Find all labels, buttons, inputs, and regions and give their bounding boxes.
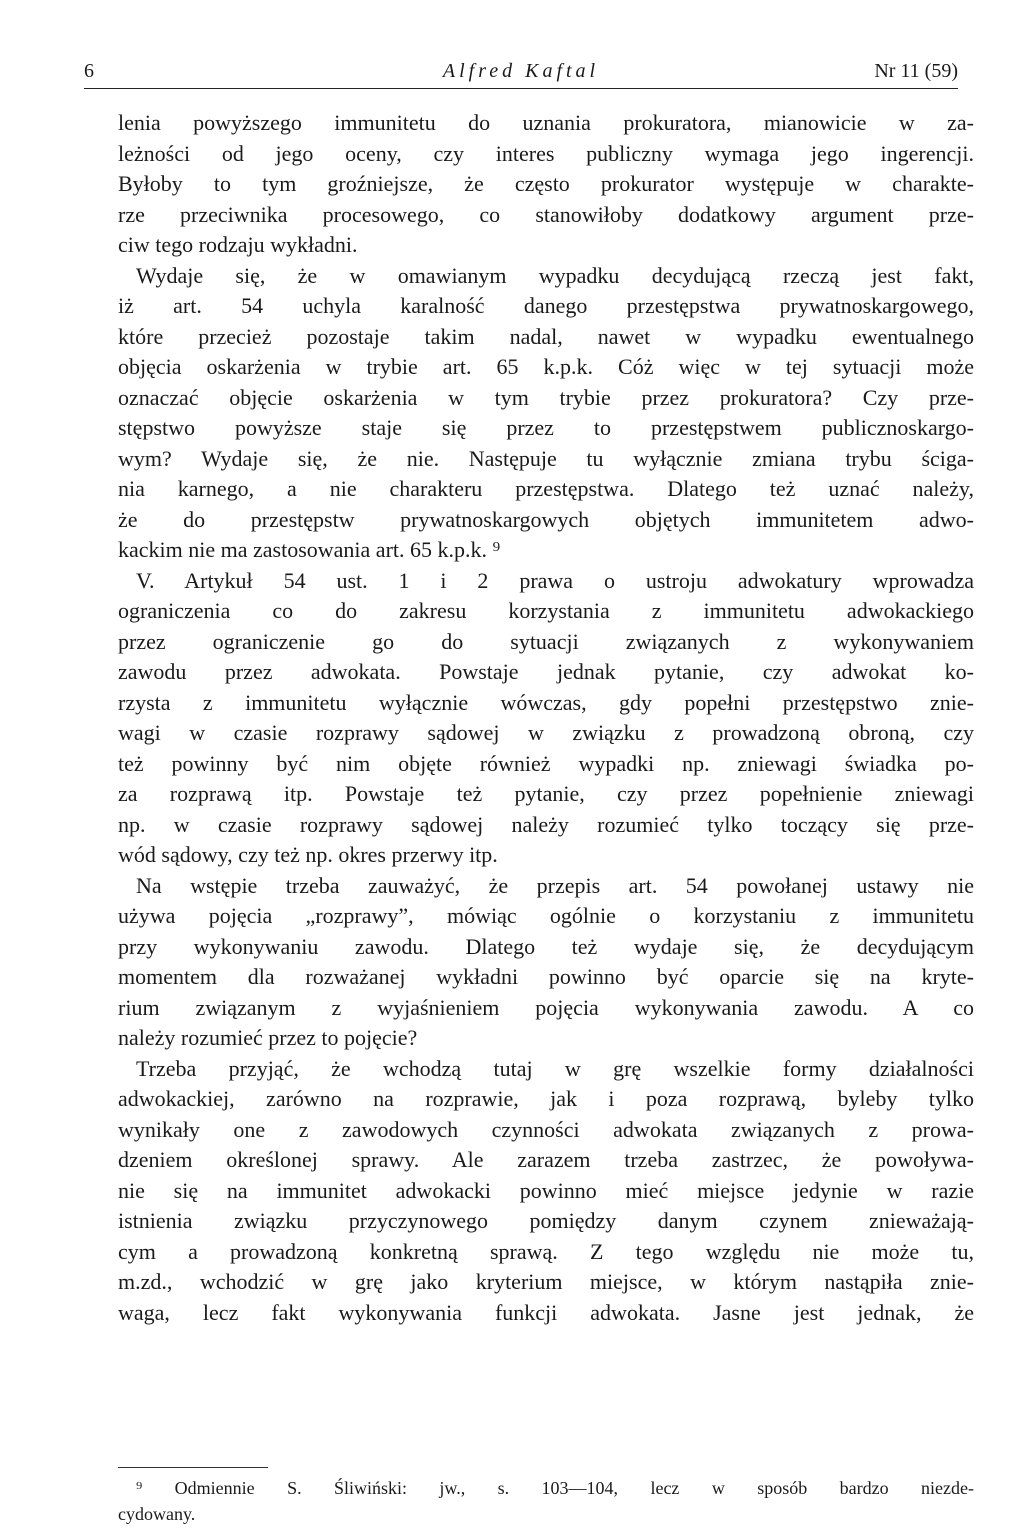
text-line: objęcia oskarżenia w trybie art. 65 k.p.k. Cóż więc w tej sytuacji może [118, 354, 974, 379]
text-line: leżności od jego oceny, czy interes publiczny wymaga jego ingerencji. [118, 140, 974, 166]
text-line: waga, lecz fakt wykonywania funkcji adwokata. Jasne jest jednak, że [118, 1299, 974, 1325]
text-line: nia karnego, a nie charakteru przestępstwa. Dlatego też uznać należy, [118, 476, 974, 501]
text-line: rzysta z immunitetu wyłącznie wówczas, gdy popełni przestępstwo znie- [118, 689, 974, 715]
text-line: rium związanym z wyjaśnieniem pojęcia wykonywania zawodu. A co [118, 994, 974, 1020]
footnote-line: cydowany. [118, 1504, 196, 1524]
page-number: 6 [84, 60, 94, 82]
text-line: adwokackiej, zarówno na rozprawie, jak i poza rozprawą, byleby tylko [118, 1086, 974, 1111]
text-line: które przecież pozostaje takim nadal, nawet w wypadku ewentualnego [118, 323, 974, 349]
text-line: oznaczać objęcie oskarżenia w tym trybie przez prokuratora? Czy prze- [118, 384, 974, 410]
issue-number: Nr 11 (59) [874, 60, 958, 82]
text-line: lenia powyższego immunitetu do uznania prokuratora, mianowicie w za- [118, 110, 974, 135]
text-line: wód sądowy, czy też np. okres przerwy itp. [118, 842, 498, 867]
text-line: też powinny być nim objęte również wypadki np. zniewagi świadka po- [118, 750, 974, 776]
text-line: ciw tego rodzaju wykładni. [118, 232, 358, 257]
text-line: że do przestępstw prywatnoskargowych objętych immunitetem adwo- [118, 506, 974, 532]
footnote-divider [118, 1467, 268, 1468]
text-line: wagi w czasie rozprawy sądowej w związku z prowadzoną obroną, czy [118, 720, 974, 745]
text-line: zawodu przez adwokata. Powstaje jednak pytanie, czy adwokat ko- [118, 659, 974, 684]
text-line: Wydaje się, że w omawianym wypadku decydującą rzeczą jest fakt, [136, 262, 974, 288]
text-line: używa pojęcia „rozprawy”, mówiąc ogólnie o korzystaniu z immunitetu [118, 903, 974, 928]
text-line: kackim nie ma zastosowania art. 65 k.p.k. ⁹ [118, 537, 501, 562]
text-line: Na wstępie trzeba zauważyć, że przepis art. 54 powołanej ustawy nie [136, 872, 974, 898]
text-line: nie się na immunitet adwokacki powinno mieć miejsce jedynie w razie [118, 1177, 974, 1203]
footnote-line: ⁹ Odmiennie S. Śliwiński: jw., s. 103—104, lecz w sposób bardzo niezde- [136, 1478, 974, 1498]
text-line: wynikały one z zawodowych czynności adwokata związanych z prowa- [118, 1116, 974, 1142]
text-line: wym? Wydaje się, że nie. Następuje tu wyłącznie zmiana trybu ściga- [118, 445, 974, 471]
text-line: V. Artykuł 54 ust. 1 i 2 prawa o ustroju adwokatury wprowadza [136, 567, 974, 593]
text-line: rze przeciwnika procesowego, co stanowiłoby dodatkowy argument prze- [118, 201, 974, 227]
text-line: ograniczenia co do zakresu korzystania z immunitetu adwokackiego [118, 598, 974, 623]
text-line: należy rozumieć przez to pojęcie? [118, 1025, 418, 1050]
text-line: przy wykonywaniu zawodu. Dlatego też wydaje się, że decydującym [118, 933, 974, 959]
text-line: m.zd., wchodzić w grę jako kryterium miejsce, w którym nastąpiła znie- [118, 1269, 974, 1294]
text-line: dzeniem określonej sprawy. Ale zarazem trzeba zastrzec, że powoływa- [118, 1147, 974, 1172]
text-line: istnienia związku przyczynowego pomiędzy danym czynem znieważają- [118, 1208, 974, 1233]
text-line: stępstwo powyższe staje się przez to przestępstwem publicznoskargo- [118, 415, 974, 440]
text-line: przez ograniczenie go do sytuacji związanych z wykonywaniem [118, 628, 974, 654]
text-line: cym a prowadzoną konkretną sprawą. Z tego względu nie może tu, [118, 1238, 974, 1264]
text-line: Byłoby to tym groźniejsze, że często prokurator występuje w charakte- [118, 171, 974, 196]
text-line: iż art. 54 uchyla karalność danego przestępstwa prywatnoskargowego, [118, 293, 974, 318]
running-author: Alfred Kaftal [442, 60, 600, 82]
text-line: Trzeba przyjąć, że wchodzą tutaj w grę wszelkie formy działalności [136, 1055, 974, 1081]
running-header [84, 58, 958, 89]
footnote [118, 1475, 974, 1527]
text-line: za rozprawą itp. Powstaje też pytanie, czy przez popełnienie zniewagi [118, 781, 974, 806]
text-line: momentem dla rozważanej wykładni powinno być oparcie się na kryte- [118, 964, 974, 989]
body-text [118, 108, 974, 1328]
text-line: np. w czasie rozprawy sądowej należy rozumieć tylko toczący się prze- [118, 811, 974, 837]
